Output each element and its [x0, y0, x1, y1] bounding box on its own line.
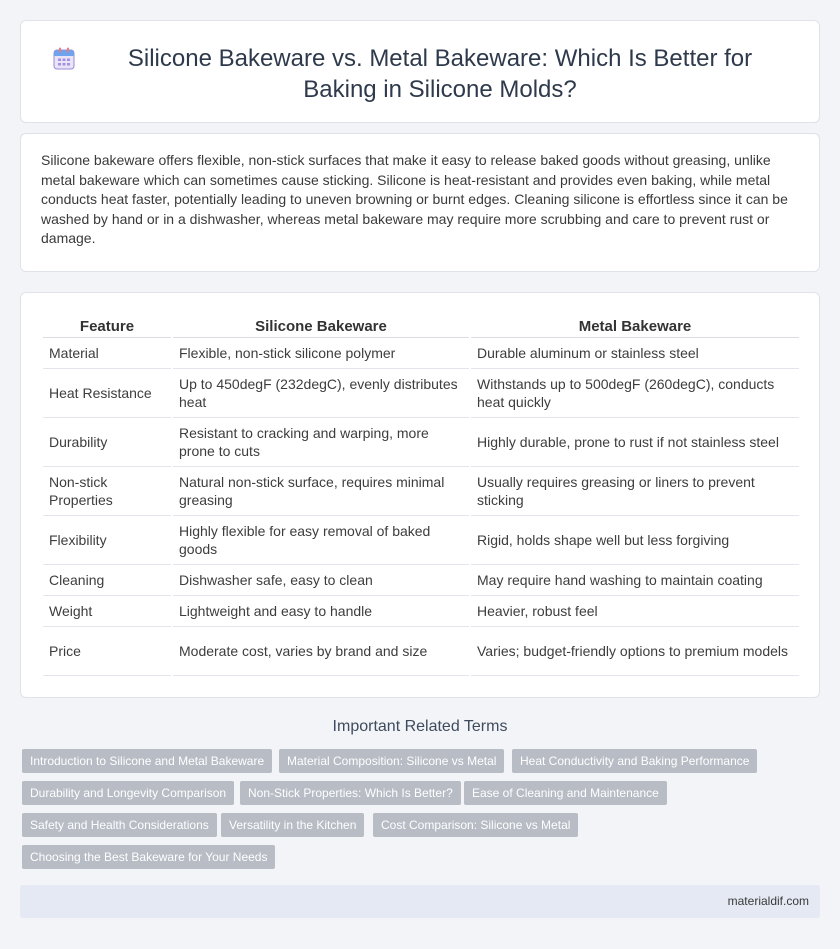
- table-cell: Dishwasher safe, easy to clean: [172, 564, 470, 595]
- table-row: [43, 595, 799, 626]
- comparison-table: [43, 317, 799, 676]
- table-cell: May require hand washing to maintain coating: [470, 564, 799, 595]
- table-cell: Material: [43, 337, 172, 368]
- table-row: [43, 466, 799, 515]
- table-cell: Moderate cost, varies by brand and size: [172, 626, 470, 675]
- table-row: [43, 626, 799, 675]
- title-card: [20, 20, 820, 123]
- column-header: Silicone Bakeware: [172, 317, 470, 337]
- related-term-tag[interactable]: Versatility in the Kitchen: [221, 813, 364, 837]
- related-term-tag[interactable]: Non-Stick Properties: Which Is Better?: [240, 781, 461, 805]
- intro-card: [20, 133, 820, 272]
- column-header: Feature: [43, 317, 172, 337]
- intro-paragraph: Silicone bakeware offers flexible, non-stick surfaces that make it easy to release baked goods without greasing, unlike metal bakeware which can sometimes cause sticking. Silicone is heat-resistant and provides even baking, while metal conducts heat faster, potentially leading to uneven browning or burnt edges. Cleaning silicone is effortless since it can be washed by hand or in a dishwasher, whereas metal bakeware may require more scrubbing and care to prevent rust or damage.: [41, 152, 788, 247]
- table-cell: Varies; budget-friendly options to premium models: [470, 626, 799, 675]
- table-cell: Rigid, holds shape well but less forgiving: [470, 515, 799, 564]
- table-row: [43, 515, 799, 564]
- table-header-row: [43, 317, 799, 337]
- table-cell: Heavier, robust feel: [470, 595, 799, 626]
- table-cell: Heat Resistance: [43, 368, 172, 417]
- table-cell: Highly durable, prone to rust if not stainless steel: [470, 417, 799, 466]
- related-term-tag[interactable]: Cost Comparison: Silicone vs Metal: [373, 813, 578, 837]
- related-term-tag[interactable]: Durability and Longevity Comparison: [22, 781, 234, 805]
- related-term-tag[interactable]: Material Composition: Silicone vs Metal: [279, 749, 504, 773]
- related-term-tag[interactable]: Choosing the Best Bakeware for Your Needs: [22, 845, 275, 869]
- table-row: [43, 337, 799, 368]
- table-cell: Price: [43, 626, 172, 675]
- related-term-tag[interactable]: Safety and Health Considerations: [22, 813, 217, 837]
- table-cell: Lightweight and easy to handle: [172, 595, 470, 626]
- table-cell: Flexible, non-stick silicone polymer: [172, 337, 470, 368]
- table-cell: Weight: [43, 595, 172, 626]
- table-row: [43, 564, 799, 595]
- table-cell: Durability: [43, 417, 172, 466]
- table-row: [43, 417, 799, 466]
- table-cell: Up to 450degF (232degC), evenly distributes heat: [172, 368, 470, 417]
- table-cell: Resistant to cracking and warping, more prone to cuts: [172, 417, 470, 466]
- related-term-tag[interactable]: Introduction to Silicone and Metal Bakeware: [22, 749, 272, 773]
- table-cell: Natural non-stick surface, requires minimal greasing: [172, 466, 470, 515]
- footer: [20, 885, 820, 918]
- table-cell: Flexibility: [43, 515, 172, 564]
- table-cell: Highly flexible for easy removal of baked goods: [172, 515, 470, 564]
- table-cell: Usually requires greasing or liners to prevent sticking: [470, 466, 799, 515]
- column-header: Metal Bakeware: [470, 317, 799, 337]
- table-cell: Non-stick Properties: [43, 466, 172, 515]
- table-cell: Durable aluminum or stainless steel: [470, 337, 799, 368]
- site-name[interactable]: materialdif.com: [727, 894, 809, 908]
- related-term-tag[interactable]: Ease of Cleaning and Maintenance: [464, 781, 667, 805]
- related-terms-heading: Important Related Terms: [332, 718, 508, 735]
- related-term-tag[interactable]: Heat Conductivity and Baking Performance: [512, 749, 757, 773]
- comparison-table-card: [20, 292, 820, 698]
- page-title: Silicone Bakeware vs. Metal Bakeware: Which Is Better for Baking in Silicone Molds?: [127, 45, 753, 103]
- table-row: [43, 368, 799, 417]
- table-cell: Cleaning: [43, 564, 172, 595]
- table-cell: Withstands up to 500degF (260degC), conducts heat quickly: [470, 368, 799, 417]
